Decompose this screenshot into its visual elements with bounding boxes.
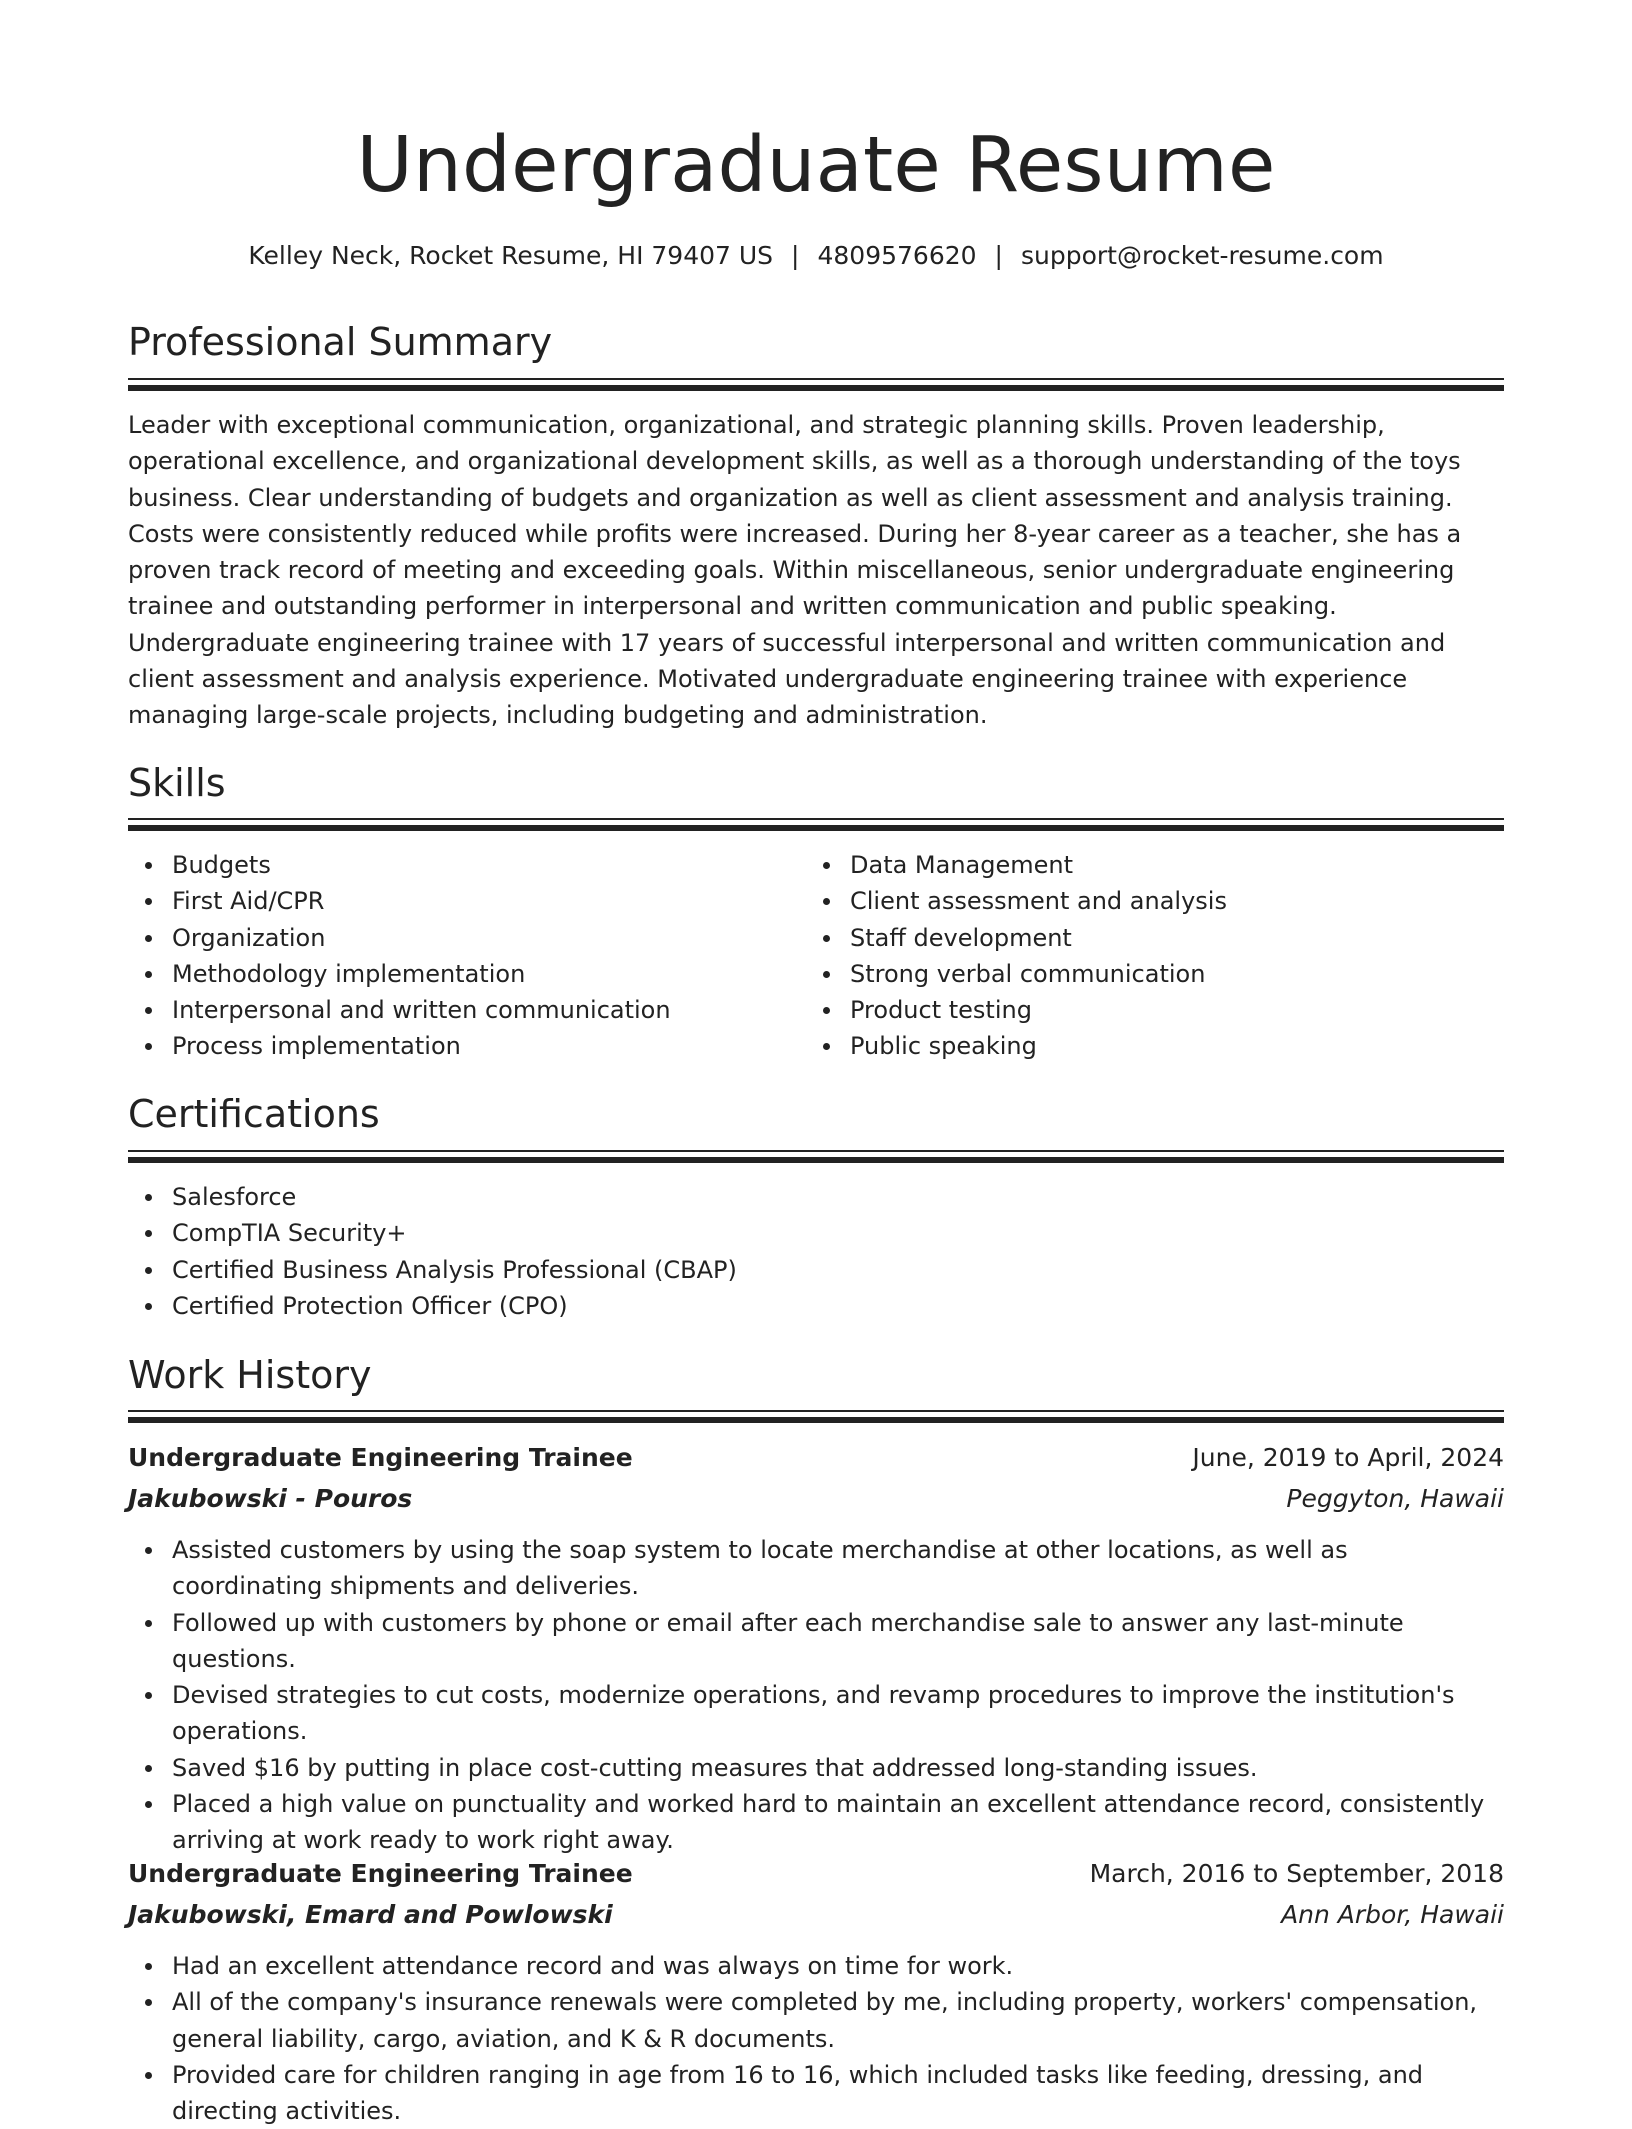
list-item: Assisted customers by using the soap system to locate merchandise at other locations, as well as coordinating shipments and deliveries. [172,1532,1504,1605]
certifications-heading: Certifications [128,1092,380,1136]
list-item: Strong verbal communication [850,956,1504,992]
summary-heading: Professional Summary [128,320,553,364]
section-divider [128,1410,1504,1423]
skills-list-left [128,847,792,1065]
contact-separator: | [791,241,800,270]
list-item: Public speaking [850,1028,1504,1064]
section-divider [128,378,1504,391]
list-item: CompTIA Security+ [172,1215,1504,1251]
work-history-heading: Work History [128,1353,372,1397]
list-item: Data Management [850,847,1504,883]
list-item: Product testing [850,992,1504,1028]
list-item: All of the company's insurance renewals were completed by me, including property, workers' compensation, general liability, cargo, aviation, and K & R documents. [172,1984,1504,2057]
job-dates: June, 2019 to April, 2024 [1192,1443,1504,1472]
contact-phone: 4809576620 [817,241,977,270]
section-divider [128,818,1504,831]
list-item: Interpersonal and written communication [172,992,792,1028]
job-title: Undergraduate Engineering Trainee [128,1443,633,1472]
job-dates: March, 2016 to September, 2018 [1089,1859,1504,1888]
list-item: Salesforce [172,1179,1504,1215]
contact-line [128,238,1504,274]
list-item: Had an excellent attendance record and was always on time for work. [172,1948,1504,1984]
list-item: First Aid/CPR [172,883,792,919]
job-company: Jakubowski - Pouros [128,1484,413,1513]
job-title: Undergraduate Engineering Trainee [128,1859,633,1888]
job-company: Jakubowski, Emard and Powlowski [128,1900,613,1929]
list-item: Followed up with customers by phone or email after each merchandise sale to answer any last-minute questions. [172,1605,1504,1678]
contact-separator: | [994,241,1003,270]
contact-address: Kelley Neck, Rocket Resume, HI 79407 US [248,241,774,270]
certifications-list [128,1179,1504,1324]
list-item: Provided care for children ranging in age from 16 to 16, which included tasks like feeding, dressing, and directing activities. [172,2057,1504,2129]
list-item: Budgets [172,847,792,883]
list-item: Methodology implementation [172,956,792,992]
job-location: Peggyton, Hawaii [1286,1484,1504,1513]
job-duties-list [128,1532,1504,1859]
skills-heading: Skills [128,761,226,805]
summary-text: Leader with exceptional communication, organizational, and strategic planning skills. Proven leadership, operational excellence, and organizational development skills, as well as a thorough understanding of the toys business. Clear understanding of budgets and organization as well as client assessment and analysis training. Costs were consistently reduced while profits were increased. During her 8-year career as a teacher, she has a proven track record of meeting and exceeding goals. Within miscellaneous, senior undergraduate engineering trainee and outstanding performer in interpersonal and written communication and public speaking. Undergraduate engineering trainee with 17 years of successful interpersonal and written communication and client assessment and analysis experience. Motivated undergraduate engineering trainee with experience managing large-scale projects, including budgeting and administration. [128,411,1462,730]
list-item: Staff development [850,920,1504,956]
contact-email: support@rocket-resume.com [1020,241,1384,270]
list-item: Placed a high value on punctuality and worked hard to maintain an excellent attendance record, consistently arriving at work ready to work right away. [172,1786,1504,1859]
resume-title: Undergraduate Resume [356,121,1276,210]
list-item: Devised strategies to cut costs, modernize operations, and revamp procedures to improve the institution's operations. [172,1677,1504,1750]
list-item: Saved $16 by putting in place cost-cutting measures that addressed long-standing issues. [172,1750,1504,1786]
list-item: Process implementation [172,1028,792,1064]
skills-list-right [806,847,1504,1065]
list-item: Organization [172,920,792,956]
job-location: Ann Arbor, Hawaii [1281,1900,1504,1929]
list-item: Certified Protection Officer (CPO) [172,1288,1504,1324]
job-duties-list [128,1948,1504,2129]
section-divider [128,1150,1504,1163]
list-item: Client assessment and analysis [850,883,1504,919]
list-item: Certified Business Analysis Professional (CBAP) [172,1252,1504,1288]
